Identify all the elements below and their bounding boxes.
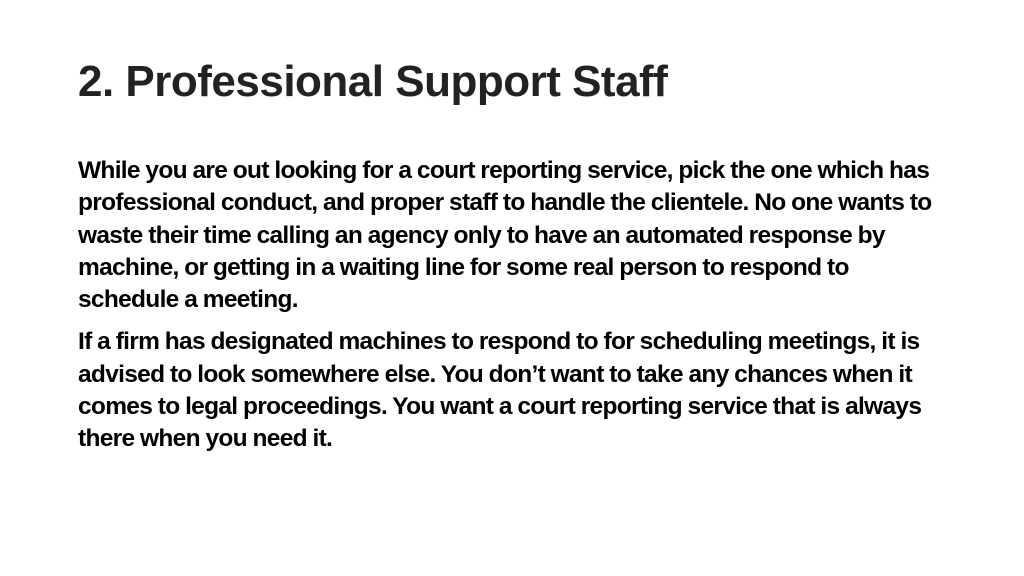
- slide-title: 2. Professional Support Staff: [78, 57, 668, 106]
- body-paragraph-2: If a firm has designated machines to respond to for scheduling meetings, it is advised to look somewhere else. You don’t want to take any chances when it comes to legal proceedings. You want a court reporting service that is always there when you need it.: [78, 328, 922, 453]
- body-paragraph-1: While you are out looking for a court reporting service, pick the one which has professional conduct, and proper staff to handle the clientele. No one wants to waste their time calling an agency only to have an automated response by machine, or getting in a waiting line for some real person to respond to schedule a meeting.: [78, 157, 932, 314]
- slide-body: [78, 155, 946, 466]
